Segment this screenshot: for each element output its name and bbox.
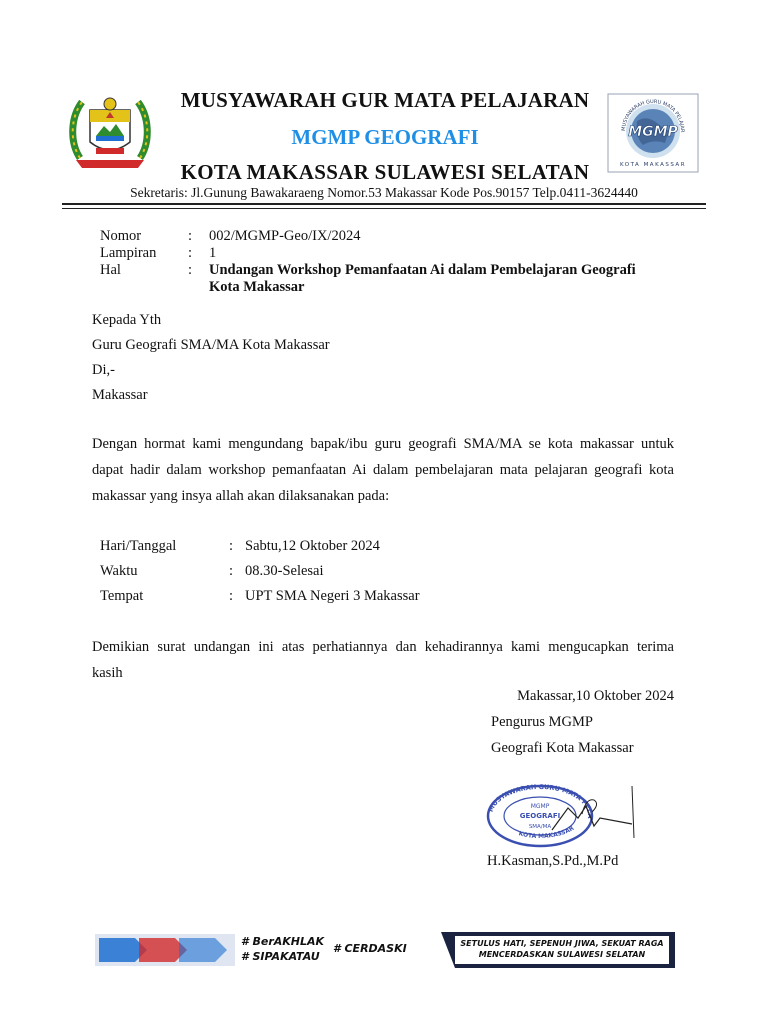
separator: :: [229, 538, 234, 554]
separator: :: [188, 262, 193, 278]
stamp-mid-text-1: MGMP: [530, 803, 550, 810]
closing-paragraph: [92, 634, 674, 686]
separator: :: [229, 563, 234, 579]
org-address: Sekretaris: Jl.Gunung Bawakaraeng Nomor.53 Makassar Kode Pos.90157 Telp.0411-3624440: [130, 185, 638, 200]
stamp-mid-text-3: SMA/MA: [528, 824, 552, 830]
recipient-line3: Di,-: [92, 362, 115, 378]
time-value: 08.30-Selesai: [245, 563, 324, 579]
date-label: Hari/Tanggal: [100, 538, 177, 554]
signature-role-line2: Geografi Kota Makassar: [491, 740, 634, 756]
lampiran-value: 1: [209, 245, 217, 261]
footer-banner: [95, 930, 675, 970]
official-stamp: [482, 778, 642, 850]
footer-motto-line1: SETULUS HATI, SEPENUH JIWA, SEKUAT RAGA: [460, 939, 664, 948]
event-row-time: [0, 563, 768, 583]
footer-motto-line2: MENCERDASKAN SULAWESI SELATAN: [478, 950, 646, 959]
footer-tag-sipakatau: # SIPAKATAU: [241, 950, 320, 963]
signature-place-date: Makassar,10 Oktober 2024: [517, 688, 674, 704]
stamp-bottom-text: KOTA MAKASSAR: [517, 824, 576, 841]
recipient-line4: Makassar: [92, 387, 148, 403]
letterhead-rule-thin: [62, 208, 706, 209]
mgmp-logo-text: MGMP: [628, 124, 678, 140]
org-name-line1: MUSYAWARAH GUR MATA PELAJARAN: [180, 88, 590, 112]
nomor-value: 002/MGMP-Geo/IX/2024: [209, 228, 361, 244]
recipient-line1: Kepada Yth: [92, 312, 162, 328]
org-name-line3: KOTA MAKASSAR SULAWESI SELATAN: [180, 160, 590, 184]
signatory-name: H.Kasman,S.Pd.,M.Pd: [487, 853, 619, 869]
separator: :: [188, 245, 193, 261]
signature-role-line1: Pengurus MGMP: [491, 714, 593, 730]
event-row-place: [0, 588, 768, 608]
event-row-date: [0, 538, 768, 558]
meta-row-nomor: [0, 228, 768, 245]
separator: :: [229, 588, 234, 604]
date-value: Sabtu,12 Oktober 2024: [245, 538, 380, 554]
lampiran-label: Lampiran: [100, 245, 157, 261]
closing-line1: Demikian surat undangan ini atas perhatiannya dan kehadirannya kami mengucapkan terima: [92, 639, 674, 655]
intro-line1: Dengan hormat kami mengundang bapak/ibu guru geografi SMA/MA se kota makassar untuk: [92, 436, 674, 452]
hal-value-line1: Undangan Workshop Pemanfaatan Ai dalam Pembelajaran Geografi: [209, 262, 636, 278]
org-name-line2: MGMP GEOGRAFI: [291, 125, 479, 149]
mgmp-logo: [607, 93, 699, 173]
letterhead-rule-thick: [62, 203, 706, 205]
meta-row-hal: [0, 262, 768, 296]
intro-paragraph: [92, 431, 674, 509]
mgmp-logo-bottom-text: KOTA MAKASSAR: [619, 162, 687, 168]
separator: :: [188, 228, 193, 244]
meta-row-lampiran: [0, 245, 768, 262]
place-label: Tempat: [100, 588, 144, 604]
mgmp-logo-ring-text: MUSYAWARAH GURU MATA PELAJAR: [620, 98, 686, 133]
recipient-line2: Guru Geografi SMA/MA Kota Makassar: [92, 337, 330, 353]
time-label: Waktu: [100, 563, 138, 579]
footer-tag-cerdaski: # CERDASKI: [333, 942, 407, 955]
intro-line3: makassar yang insya allah akan dilaksanakan pada:: [92, 488, 390, 504]
hal-value-line2: Kota Makassar: [209, 279, 305, 295]
closing-line2: kasih: [92, 665, 123, 681]
intro-line2: dapat hadir dalam workshop pemanfaatan Ai dalam pembelajaran mata pelajaran geografi kota: [92, 462, 674, 478]
nomor-label: Nomor: [100, 228, 142, 244]
stamp-ring-text: MUSYAWARAH GURU MATA PELA: [486, 782, 595, 819]
place-value: UPT SMA Negeri 3 Makassar: [245, 588, 420, 604]
hal-label: Hal: [100, 262, 121, 278]
stamp-mid-text-2: GEOGRAFI: [519, 812, 561, 820]
footer-tag-akhlak: # BerAKHLAK: [241, 935, 325, 948]
